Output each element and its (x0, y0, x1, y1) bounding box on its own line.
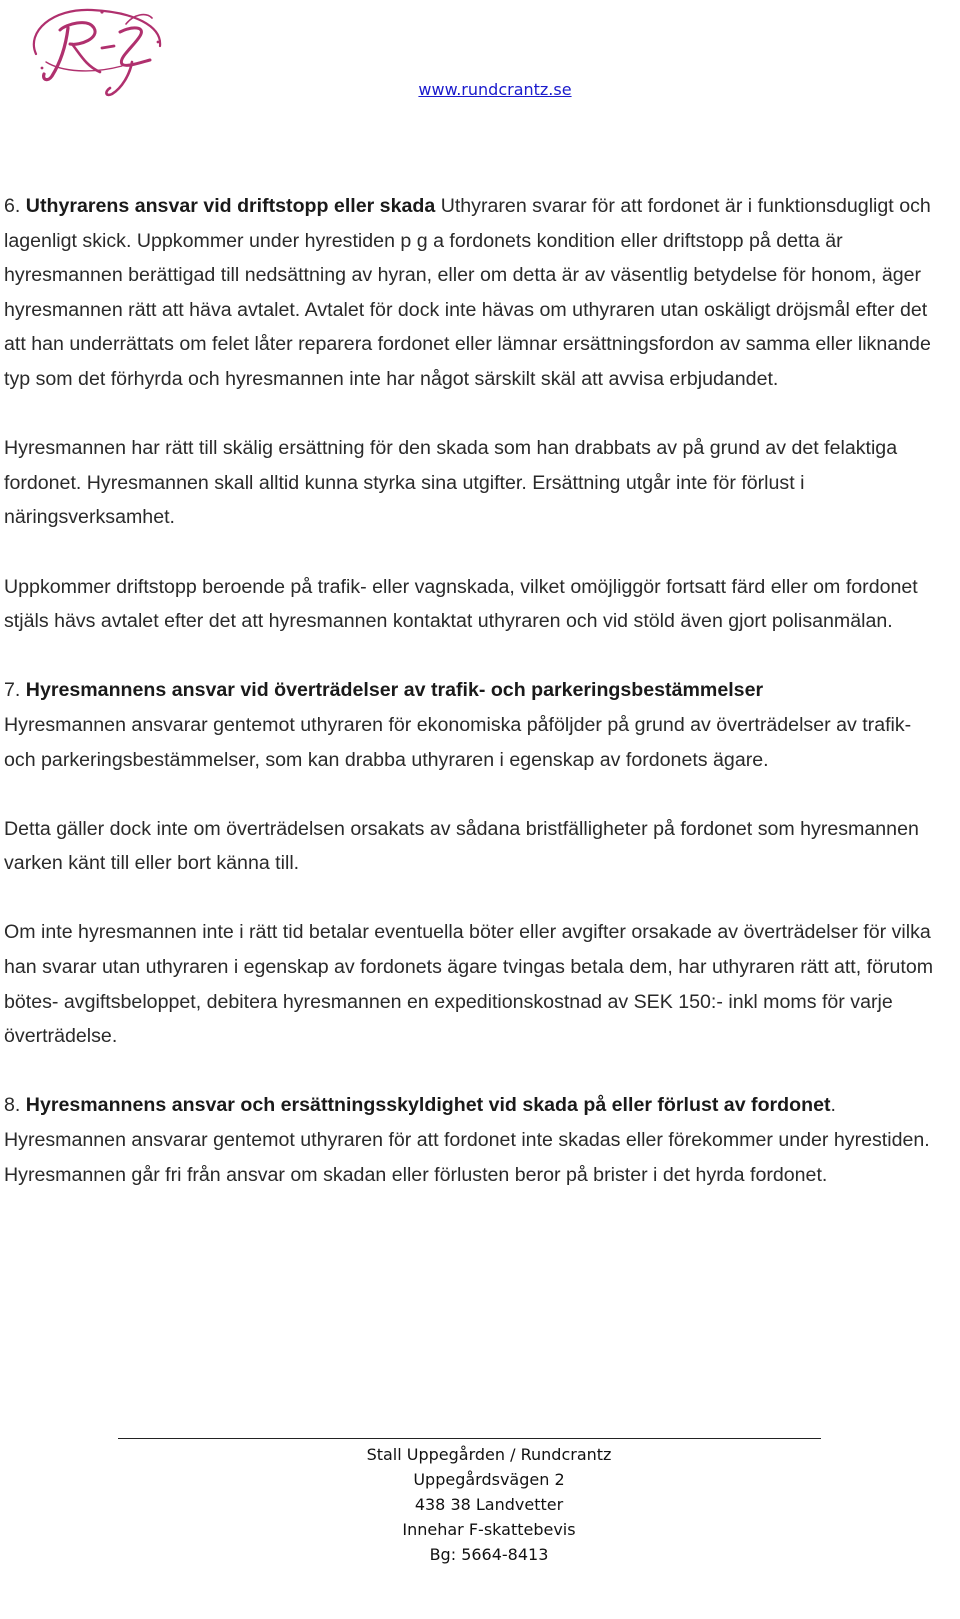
section-8-text: . Hyresmannen ansvarar gentemot uthyraren för att fordonet inte skadas eller förekommer under hyrestiden. Hyresmannen går fri från ansvar om skadan eller förlusten beror på brister i det hyrda fordonet. (4, 1094, 930, 1186)
section-6-paragraph-3: Uppkommer driftstopp beroende på trafik- eller vagnskada, vilket omöjliggör fortsatt färd eller om fordonet stjäls hävs avtalet efter det att hyresmannen kontaktat uthyraren och vid stöld även gjort polisanmälan. (4, 575, 918, 633)
footer-divider (118, 1438, 821, 1439)
footer-company: Stall Uppegården / Rundcrantz (366, 1445, 612, 1464)
footer (0, 1442, 960, 1567)
footer-bankgiro: Bg: 5664-8413 (429, 1545, 549, 1564)
footer-postal: 438 38 Landvetter (414, 1495, 564, 1514)
section-7-paragraph-3: Om inte hyresmannen inte i rätt tid betalar eventuella böter eller avgifter orsakade av överträdelser för vilka han svarar utan uthyraren i egenskap av fordonets ägare tvingas betala dem, har uthyraren rätt att, förutom bötes- avgiftsbeloppet, debitera hyresmannen en expeditionskostnad av SEK 150:- inkl moms för varje överträdelse. (4, 921, 934, 1048)
section-7-number: 7. (4, 679, 26, 702)
section-7-paragraph (4, 673, 939, 777)
section-6-number: 6. (4, 195, 26, 217)
section-6-heading: Uthyrarens ansvar vid driftstopp eller skada (25, 195, 436, 217)
section-7-paragraph-2: Detta gäller dock inte om överträdelsen orsakats av sådana bristfälligheter på fordonet som hyresmannen varken känt till eller bort känna till. (4, 817, 919, 875)
footer-tax: Innehar F-skattebevis (402, 1520, 576, 1539)
section-8-paragraph (4, 1088, 939, 1192)
section-7-text: Hyresmannen ansvarar gentemot uthyraren för ekonomiska påföljder på grund av överträdelser av trafik- och parkeringsbestämmelser, som kan drabba uthyraren i egenskap av fordonets ägare. (4, 713, 912, 771)
section-8-number: 8. (4, 1094, 26, 1117)
website-link[interactable]: www.rundcrantz.se (418, 80, 572, 99)
document-body (4, 189, 939, 1227)
section-6-paragraph-2: Hyresmannen har rätt till skälig ersättning för den skada som han drabbats av på grund av det felaktiga fordonet. Hyresmannen skall alltid kunna styrka sina utgifter. Ersättning utgår inte för förlust i näringsverksamhet. (4, 437, 898, 529)
footer-street: Uppegårdsvägen 2 (413, 1470, 565, 1489)
section-7-heading: Hyresmannens ansvar vid överträdelser av trafik- och parkeringsbestämmelser (25, 679, 764, 702)
section-6-paragraph (4, 189, 939, 397)
section-8-heading: Hyresmannens ansvar och ersättningsskyldighet vid skada på eller förlust av fordonet (25, 1094, 831, 1117)
section-6-text: Uthyraren svarar för att fordonet är i funktionsdugligt och lagenligt skick. Uppkommer under hyrestiden p g a fordonets kondition eller driftstopp på detta är hyresmannen berättigad till nedsättning av hyran, eller om detta är av väsentlig betydelse för honom, äger hyresmannen rätt att häva avtalet. Avtalet för dock inte hävas om uthyraren utan oskäligt dröjsmål efter det att han underrättats om felet låter reparera fordonet eller lämnar ersättningsfordon av samma eller liknande typ som det förhyrda och hyresmannen inte har något särskilt skäl att avvisa erbjudandet. (4, 195, 931, 390)
